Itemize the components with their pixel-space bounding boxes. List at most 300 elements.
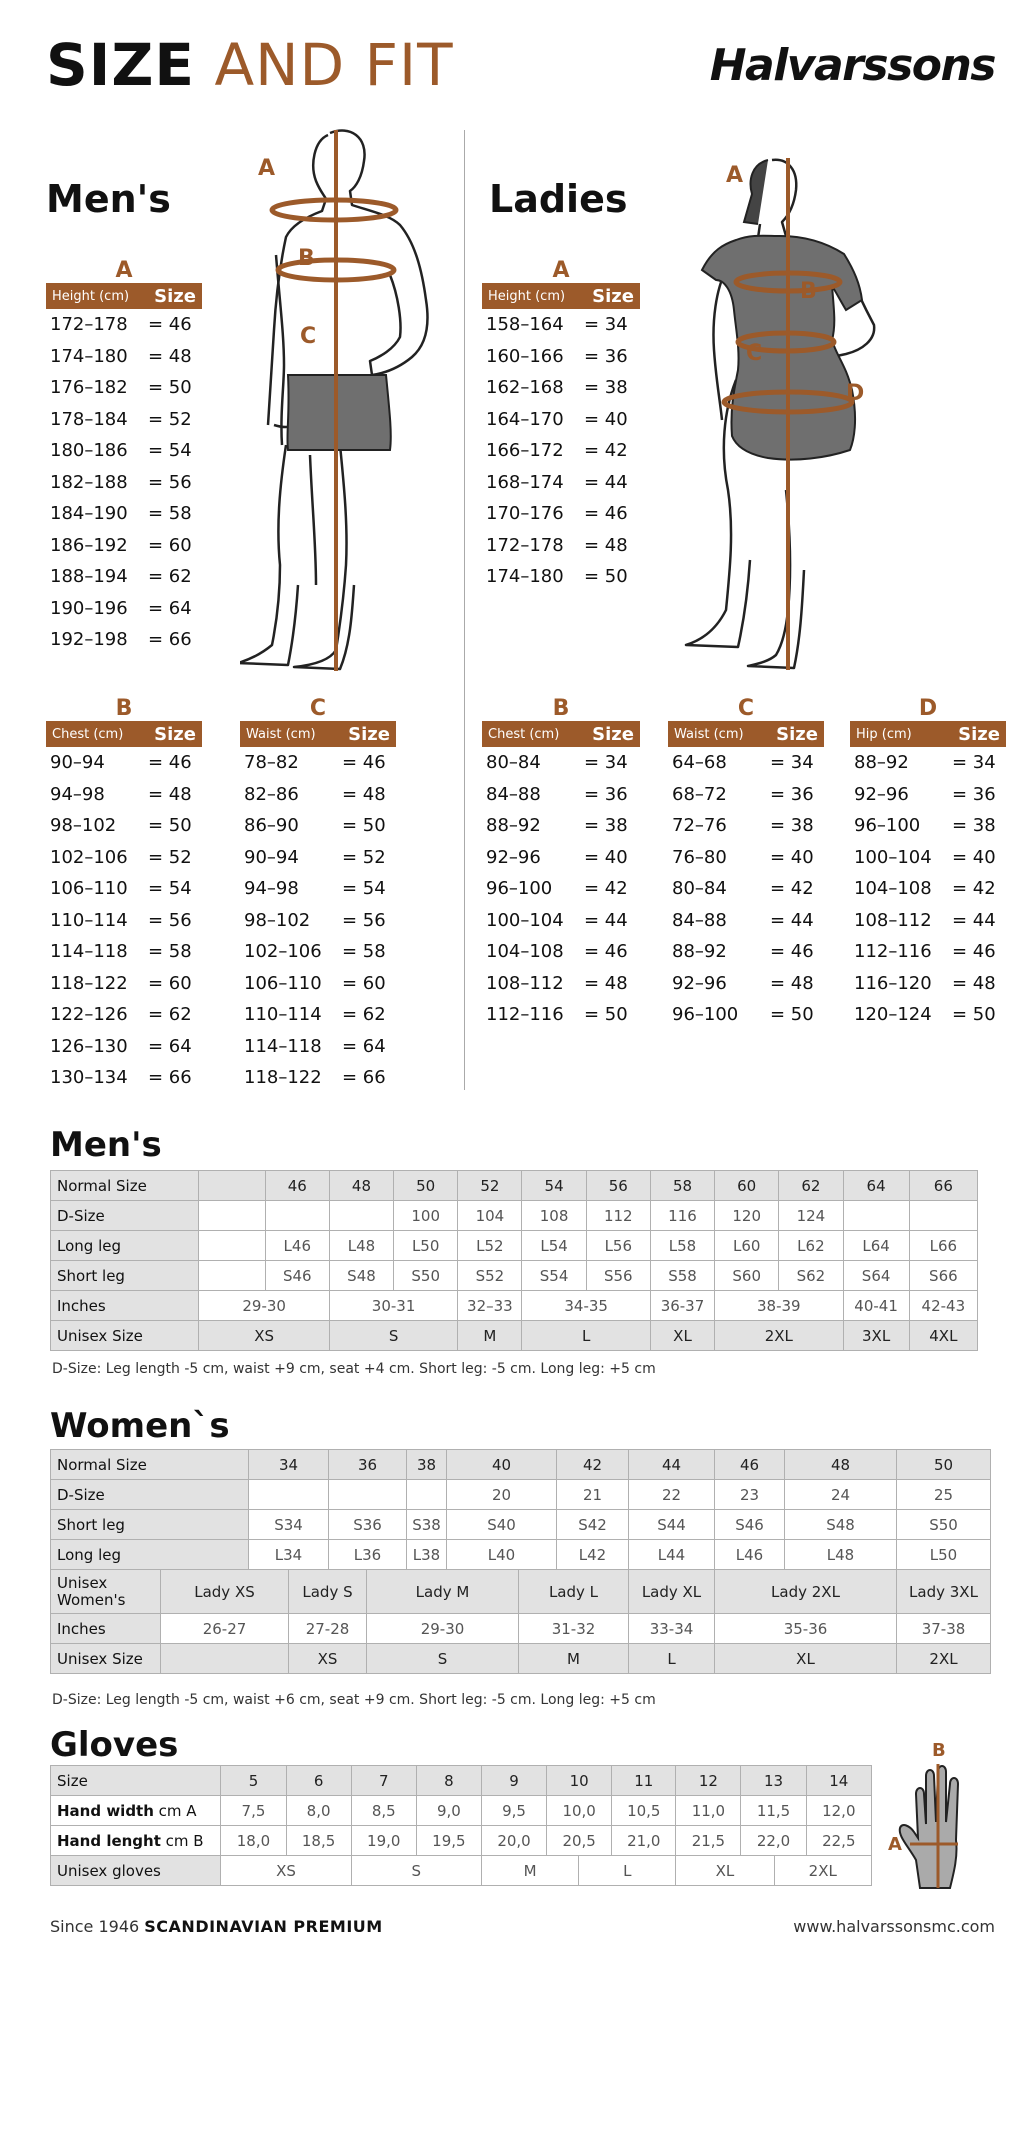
men-chest-size: = 60 [148,972,192,994]
ladies-label-c: C [746,341,763,366]
ladies-chest-range: 84–88 [486,783,541,805]
cell: 38 [407,1450,447,1480]
ladies-chest-range: 88–92 [486,815,541,837]
men-waist-header [240,721,396,747]
men-chest-range: 122–126 [50,1004,128,1026]
cell: S [367,1644,519,1674]
cell: 108 [522,1201,586,1231]
cell: 20,0 [481,1826,546,1856]
men-waist-header-size: Size [348,723,390,745]
cell: S50 [897,1510,991,1540]
men-height-size: = 46 [148,314,192,336]
men-height-size: = 62 [148,566,192,588]
men-chest-range: 114–118 [50,941,128,963]
men-chest-header-label: Chest (cm) [52,726,124,742]
cell: 50 [897,1450,991,1480]
ladies-waist-range: 88–92 [672,941,727,963]
ladies-hip-row [850,747,1006,779]
row-label-rest: cm B [160,1831,204,1850]
men-waist-row [240,779,396,811]
ladies-chest-row [482,999,640,1031]
ladies-hip-size: = 40 [952,846,996,868]
men-chest-range: 90–94 [50,752,105,774]
ladies-waist-range: 64–68 [672,752,727,774]
men-figure-illustration [240,125,460,685]
ladies-hip-letter: D [918,696,938,721]
men-waist-header-label: Waist (cm) [246,726,316,742]
cell: 56 [586,1171,650,1201]
cell: 27-28 [289,1614,367,1644]
men-waist-row [240,936,396,968]
men-height-range: 178–184 [50,408,128,430]
ladies-hip-size: = 46 [952,941,996,963]
ladies-height-row [482,341,640,373]
ladies-waist-size: = 42 [770,878,814,900]
cell: 18,5 [286,1826,351,1856]
ladies-height-range: 162–168 [486,377,564,399]
men-chest-size: = 46 [148,752,192,774]
ladies-height-size: = 46 [584,503,628,525]
ladies-chest-range: 112–116 [486,1004,564,1026]
ladies-chest-row [482,810,640,842]
cell: S58 [650,1261,714,1291]
row-label-line1: Unisex [57,1573,108,1592]
cell: L50 [897,1540,991,1570]
gloves-size-row [51,1766,872,1796]
men-chest-range: 110–114 [50,909,128,931]
cell: 21,0 [612,1826,676,1856]
cell: XS [221,1856,351,1886]
cell: 22,5 [806,1826,871,1856]
ladies-chest-header-size: Size [592,723,634,745]
cell: 116 [650,1201,714,1231]
men-chest-row [46,1031,202,1063]
row-label: Unisex Size [51,1644,161,1674]
ladies-chest-header-label: Chest (cm) [488,726,560,742]
cell: 20 [447,1480,557,1510]
mens-unisex-row [51,1321,978,1351]
cell: 58 [650,1171,714,1201]
cell: 62 [779,1171,843,1201]
cell: S38 [407,1510,447,1540]
ladies-hip-size: = 48 [952,972,996,994]
cell: S [351,1856,481,1886]
cell: 40-41 [843,1291,909,1321]
ladies-chest-range: 92–96 [486,846,541,868]
cell: 14 [806,1766,871,1796]
panel-divider [464,130,465,1090]
men-waist-size: = 46 [342,752,386,774]
ladies-waist-range: 84–88 [672,909,727,931]
hand-illustration [886,1740,996,1890]
cell: Lady S [289,1570,367,1614]
cell: 22,0 [741,1826,806,1856]
cell: 2XL [715,1321,843,1351]
row-label: Size [51,1766,221,1796]
men-waist-range: 98–102 [244,909,311,931]
ladies-height-range: 160–166 [486,345,564,367]
men-height-row [46,435,202,467]
men-height-range: 188–194 [50,566,128,588]
cell: L [522,1321,650,1351]
ladies-chest-size: = 36 [584,783,628,805]
cell: 2XL [897,1644,991,1674]
cell [909,1201,977,1231]
ladies-waist-size: = 34 [770,752,814,774]
cell: 2XL [774,1856,871,1886]
ladies-height-header [482,283,640,309]
cell: 40 [447,1450,557,1480]
men-waist-row [240,873,396,905]
men-height-size: = 66 [148,629,192,651]
ladies-chest-letter: B [552,696,570,721]
men-chest-letter: B [115,696,133,721]
cell: M [458,1321,522,1351]
ladies-panel-heading: Ladies [489,177,628,221]
ladies-hip-range: 108–112 [854,909,932,931]
row-label: Unisex Size [51,1321,199,1351]
hand-label-a: A [888,1834,902,1855]
men-waist-row [240,1031,396,1063]
ladies-label-b: B [800,279,817,304]
men-height-row [46,530,202,562]
ladies-hip-size: = 36 [952,783,996,805]
ladies-label-d: D [846,381,865,406]
cell: 30-31 [329,1291,457,1321]
cell [407,1480,447,1510]
ladies-height-letter: A [552,258,570,283]
cell: 19,0 [351,1826,416,1856]
men-chest-size: = 56 [148,909,192,931]
cell: 21,5 [676,1826,741,1856]
cell: S46 [715,1510,785,1540]
men-chest-range: 102–106 [50,846,128,868]
ladies-height-size: = 38 [584,377,628,399]
mens-table-note: D-Size: Leg length -5 cm, waist +9 cm, seat +4 cm. Short leg: -5 cm. Long leg: +5 cm [52,1361,656,1377]
row-label: Long leg [51,1540,249,1570]
ladies-chest-table [482,696,640,1031]
cell: 60 [715,1171,779,1201]
men-waist-range: 94–98 [244,878,299,900]
hand-label-b: B [932,1740,946,1761]
mens-size-table [50,1170,978,1351]
ladies-waist-letter: C [737,696,755,721]
cell: Lady M [367,1570,519,1614]
row-label-line2: Women's [57,1590,126,1609]
ladies-chest-size: = 50 [584,1004,628,1026]
men-waist-letter: C [309,696,327,721]
men-chest-row [46,999,202,1031]
cell: Lady L [519,1570,629,1614]
womens-inches-row [51,1614,991,1644]
ladies-waist-header [668,721,824,747]
mens-d-size-row [51,1201,978,1231]
ladies-chest-row [482,747,640,779]
cell: M [519,1644,629,1674]
cell: 22 [629,1480,715,1510]
brand-logo: Halvarssons [709,40,995,91]
men-waist-range: 114–118 [244,1035,322,1057]
ladies-hip-range: 96–100 [854,815,921,837]
men-height-range: 182–188 [50,471,128,493]
ladies-figure-illustration [676,150,916,680]
men-height-range: 190–196 [50,597,128,619]
ladies-height-rows [482,309,640,593]
cell: 21 [557,1480,629,1510]
cell: S42 [557,1510,629,1540]
cell: 20,5 [547,1826,612,1856]
ladies-height-row [482,530,640,562]
cell [249,1480,329,1510]
cell: 35-36 [715,1614,897,1644]
cell: S50 [394,1261,458,1291]
ladies-chest-size: = 34 [584,752,628,774]
men-waist-table [240,696,396,1094]
ladies-height-row [482,467,640,499]
cell [199,1171,265,1201]
womens-d-size-row [51,1480,991,1510]
gloves-hand-length-row [51,1826,872,1856]
cell: 10,5 [612,1796,676,1826]
cell: 48 [329,1171,393,1201]
cell: L46 [265,1231,329,1261]
cell: 26-27 [161,1614,289,1644]
men-chest-header [46,721,202,747]
men-height-table [46,258,202,656]
row-label: Normal Size [51,1171,199,1201]
men-height-row [46,404,202,436]
men-waist-size: = 66 [342,1067,386,1089]
men-chest-size: = 62 [148,1004,192,1026]
cell: S36 [329,1510,407,1540]
row-label-rest: cm A [153,1801,197,1820]
ladies-waist-range: 92–96 [672,972,727,994]
ladies-waist-size: = 46 [770,941,814,963]
ladies-height-header-size: Size [592,285,634,307]
men-height-range: 172–178 [50,314,128,336]
row-label [51,1570,161,1614]
cell: 11,5 [741,1796,806,1826]
cell: XL [650,1321,714,1351]
title-bold: SIZE [46,31,196,99]
ladies-chest-size: = 42 [584,878,628,900]
ladies-waist-row [668,905,824,937]
men-waist-range: 102–106 [244,941,322,963]
ladies-chest-range: 80–84 [486,752,541,774]
mens-normal-size-row [51,1171,978,1201]
men-waist-size: = 50 [342,815,386,837]
ladies-chest-rows [482,747,640,1031]
ladies-height-range: 158–164 [486,314,564,336]
men-waist-range: 110–114 [244,1004,322,1026]
cell: 32–33 [458,1291,522,1321]
cell: L48 [329,1231,393,1261]
ladies-waist-row [668,810,824,842]
ladies-hip-row [850,873,1006,905]
cell [199,1201,265,1231]
ladies-chest-row [482,936,640,968]
ladies-waist-size: = 38 [770,815,814,837]
ladies-chest-size: = 44 [584,909,628,931]
cell: L54 [522,1231,586,1261]
men-chest-size: = 58 [148,941,192,963]
ladies-height-size: = 36 [584,345,628,367]
ladies-height-range: 168–174 [486,471,564,493]
men-waist-row [240,747,396,779]
ladies-height-size: = 44 [584,471,628,493]
cell: XL [715,1644,897,1674]
cell: 46 [715,1450,785,1480]
cell: M [481,1856,578,1886]
men-waist-size: = 58 [342,941,386,963]
cell: L34 [249,1540,329,1570]
ladies-hip-size: = 34 [952,752,996,774]
ladies-waist-range: 76–80 [672,846,727,868]
ladies-height-row [482,435,640,467]
ladies-waist-row [668,873,824,905]
cell: 104 [458,1201,522,1231]
row-label: Inches [51,1614,161,1644]
cell: L50 [394,1231,458,1261]
men-height-range: 176–182 [50,377,128,399]
men-height-size: = 56 [148,471,192,493]
men-height-header [46,283,202,309]
cell: L [629,1644,715,1674]
men-waist-range: 90–94 [244,846,299,868]
ladies-waist-header-label: Waist (cm) [674,726,744,742]
ladies-height-size: = 42 [584,440,628,462]
ladies-height-range: 172–178 [486,534,564,556]
cell: 10 [547,1766,612,1796]
cell: L36 [329,1540,407,1570]
men-height-row [46,593,202,625]
row-label: D-Size [51,1201,199,1231]
men-height-range: 186–192 [50,534,128,556]
men-height-range: 174–180 [50,345,128,367]
men-chest-range: 118–122 [50,972,128,994]
men-chest-size: = 64 [148,1035,192,1057]
men-waist-range: 86–90 [244,815,299,837]
cell: S48 [329,1261,393,1291]
men-chest-row [46,905,202,937]
men-waist-size: = 56 [342,909,386,931]
cell: 6 [286,1766,351,1796]
men-waist-row [240,842,396,874]
ladies-chest-row [482,779,640,811]
cell: 12,0 [806,1796,871,1826]
cell: L56 [586,1231,650,1261]
cell: S46 [265,1261,329,1291]
men-label-c: C [300,324,317,349]
ladies-height-row [482,498,640,530]
ladies-height-row [482,561,640,593]
cell: S64 [843,1261,909,1291]
cell: 3XL [843,1321,909,1351]
men-chest-row [46,968,202,1000]
ladies-chest-range: 108–112 [486,972,564,994]
cell: 33-34 [629,1614,715,1644]
cell: 4XL [909,1321,977,1351]
men-height-size: = 48 [148,345,192,367]
gloves-table-heading: Gloves [50,1725,179,1765]
ladies-hip-range: 112–116 [854,941,932,963]
cell: 24 [785,1480,897,1510]
row-label: Inches [51,1291,199,1321]
ladies-chest-range: 100–104 [486,909,564,931]
cell: 29-30 [367,1614,519,1644]
footer-url[interactable]: www.halvarssonsmc.com [793,1917,995,1936]
cell: Lady 2XL [715,1570,897,1614]
cell: 34-35 [522,1291,650,1321]
cell: 124 [779,1201,843,1231]
womens-table-heading: Women`s [50,1406,230,1446]
men-waist-size: = 60 [342,972,386,994]
cell: 64 [843,1171,909,1201]
men-waist-row [240,968,396,1000]
cell: S48 [785,1510,897,1540]
womens-unisex-women-row [51,1570,991,1614]
ladies-height-size: = 48 [584,534,628,556]
men-chest-rows [46,747,202,1094]
ladies-waist-row [668,999,824,1031]
men-chest-range: 98–102 [50,815,117,837]
men-chest-size: = 66 [148,1067,192,1089]
cell: S60 [715,1261,779,1291]
men-height-size: = 64 [148,597,192,619]
ladies-hip-row [850,968,1006,1000]
men-height-row [46,341,202,373]
men-height-rows [46,309,202,656]
cell: S54 [522,1261,586,1291]
men-waist-size: = 62 [342,1004,386,1026]
ladies-height-range: 164–170 [486,408,564,430]
men-height-letter: A [115,258,133,283]
cell: XS [199,1321,329,1351]
cell: 9 [481,1766,546,1796]
men-waist-row [240,1062,396,1094]
womens-table-note: D-Size: Leg length -5 cm, waist +6 cm, seat +9 cm. Short leg: -5 cm. Long leg: +5 cm [52,1692,656,1708]
cell: 31-32 [519,1614,629,1644]
row-label: Short leg [51,1261,199,1291]
ladies-height-range: 166–172 [486,440,564,462]
cell: 112 [586,1201,650,1231]
womens-unisex-row [51,1644,991,1674]
cell [265,1201,329,1231]
cell: 46 [265,1171,329,1201]
men-height-size: = 58 [148,503,192,525]
row-label [51,1796,221,1826]
cell: 11 [612,1766,676,1796]
womens-long-leg-row [51,1540,991,1570]
cell: L44 [629,1540,715,1570]
ladies-waist-table [668,696,824,1031]
cell: L66 [909,1231,977,1261]
ladies-hip-row [850,999,1006,1031]
cell: 50 [394,1171,458,1201]
row-label: D-Size [51,1480,249,1510]
men-chest-size: = 54 [148,878,192,900]
men-height-row [46,624,202,656]
cell: S34 [249,1510,329,1540]
men-chest-header-size: Size [154,723,196,745]
ladies-height-header-label: Height (cm) [488,288,566,304]
ladies-hip-row [850,905,1006,937]
mens-inches-row [51,1291,978,1321]
men-waist-rows [240,747,396,1094]
footer-tagline [50,1917,383,1936]
cell: 120 [715,1201,779,1231]
cell: 36-37 [650,1291,714,1321]
